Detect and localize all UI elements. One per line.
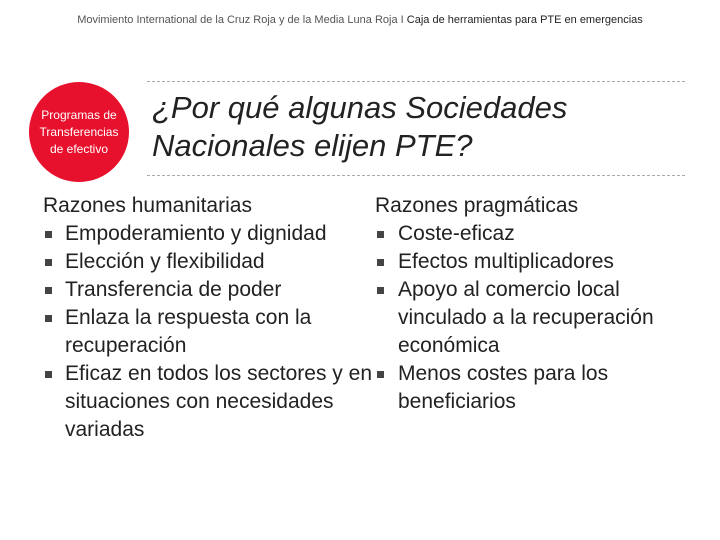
square-bullet-icon bbox=[45, 231, 52, 238]
humanitarian-heading: Razones humanitarias bbox=[43, 194, 252, 217]
badge-label: Programas de Transferencias de efectivo bbox=[39, 107, 119, 156]
header-org: Movimiento International de la Cruz Roja y de la Media Luna Roja bbox=[77, 14, 398, 26]
list-item: Empoderamiento y dignidad bbox=[43, 220, 373, 248]
title-rule-top bbox=[147, 81, 685, 82]
list-item: Transferencia de poder bbox=[43, 276, 373, 304]
square-bullet-icon bbox=[377, 287, 384, 294]
header-toolkit: Caja de herramientas para PTE en emergencias bbox=[406, 14, 643, 26]
slide-title: ¿Por qué algunas Sociedades Nacionales elijen PTE? bbox=[152, 90, 568, 163]
list-item: Enlaza la respuesta con la recuperación bbox=[43, 304, 373, 360]
square-bullet-icon bbox=[377, 259, 384, 266]
square-bullet-icon bbox=[377, 371, 384, 378]
square-bullet-icon bbox=[377, 231, 384, 238]
header-separator: I bbox=[400, 14, 404, 26]
pragmatic-list bbox=[375, 220, 695, 416]
pragmatic-heading: Razones pragmáticas bbox=[375, 194, 579, 217]
square-bullet-icon bbox=[45, 371, 52, 378]
list-item: Efectos multiplicadores bbox=[375, 248, 695, 276]
square-bullet-icon bbox=[45, 315, 52, 322]
page-header bbox=[0, 14, 720, 26]
program-badge bbox=[29, 82, 129, 182]
list-item: Apoyo al comercio local vinculado a la recuperación económica bbox=[375, 276, 695, 360]
humanitarian-column bbox=[43, 192, 373, 444]
square-bullet-icon bbox=[45, 259, 52, 266]
list-item: Elección y flexibilidad bbox=[43, 248, 373, 276]
square-bullet-icon bbox=[45, 287, 52, 294]
list-item: Menos costes para los beneficiarios bbox=[375, 360, 695, 416]
list-item: Coste-eficaz bbox=[375, 220, 695, 248]
humanitarian-list bbox=[43, 220, 373, 444]
pragmatic-column bbox=[375, 192, 695, 416]
title-rule-bottom bbox=[147, 175, 685, 176]
list-item: Eficaz en todos los sectores y en situaciones con necesidades variadas bbox=[43, 360, 373, 444]
